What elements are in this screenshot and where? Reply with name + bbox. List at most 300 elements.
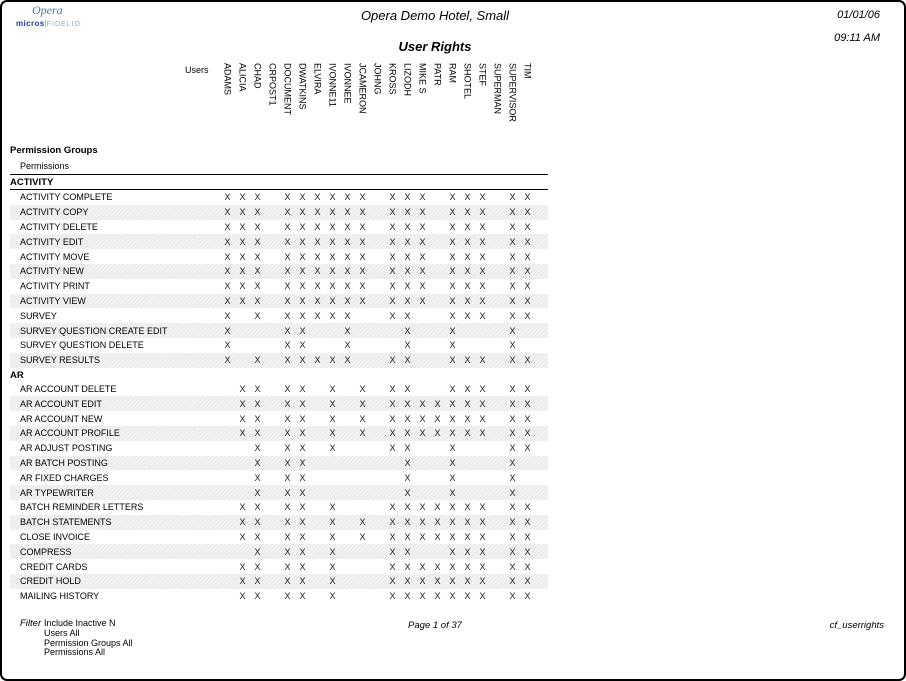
mark-cell: X [299, 428, 306, 439]
mark-cell: X [389, 310, 396, 321]
permissions-label: Permissions [20, 161, 70, 171]
mark-cell: X [509, 207, 516, 218]
permission-row [10, 485, 548, 500]
mark-cell: X [224, 281, 231, 292]
mark-cell: X [479, 576, 486, 587]
mark-cell: X [434, 531, 441, 542]
mark-cell: X [434, 502, 441, 513]
mark-cell: X [344, 207, 351, 218]
mark-cell: X [419, 428, 426, 439]
mark-cell: X [524, 413, 531, 424]
mark-cell: X [479, 502, 486, 513]
mark-cell: X [419, 207, 426, 218]
mark-cell: X [449, 310, 456, 321]
mark-cell: X [299, 355, 306, 366]
mark-cell: X [254, 192, 261, 203]
mark-cell: X [284, 266, 291, 277]
mark-cell: X [239, 251, 246, 262]
mark-cell: X [254, 413, 261, 424]
mark-cell: X [404, 266, 411, 277]
permission-row [10, 220, 548, 235]
permission-label: ACTIVITY COPY [20, 207, 89, 218]
mark-cell: X [254, 502, 261, 513]
user-column-headers [220, 63, 535, 143]
mark-cell: X [299, 251, 306, 262]
mark-cell: X [239, 531, 246, 542]
mark-cell: X [299, 502, 306, 513]
mark-cell: X [404, 576, 411, 587]
hotel-title: Opera Demo Hotel, Small [360, 8, 510, 23]
mark-cell: X [239, 576, 246, 587]
mark-cell: X [464, 517, 471, 528]
mark-cell: X [239, 236, 246, 247]
mark-cell: X [449, 207, 456, 218]
mark-cell: X [224, 251, 231, 262]
mark-cell: X [464, 295, 471, 306]
user-name: JCAMERON [357, 63, 368, 114]
mark-cell: X [479, 281, 486, 292]
mark-cell: X [509, 221, 516, 232]
permission-label: SURVEY [20, 310, 57, 321]
mark-cell: X [449, 383, 456, 394]
filter-label: Filter [20, 618, 42, 629]
mark-cell: X [284, 576, 291, 587]
permission-row [10, 411, 548, 426]
mark-cell: X [359, 428, 366, 439]
mark-cell: X [329, 236, 336, 247]
mark-cell: X [254, 310, 261, 321]
mark-cell: X [224, 310, 231, 321]
mark-cell: X [299, 192, 306, 203]
mark-cell: X [449, 413, 456, 424]
permission-row [10, 279, 548, 294]
user-name: IVONNEE [342, 63, 353, 104]
mark-cell: X [479, 561, 486, 572]
mark-cell: X [434, 561, 441, 572]
mark-cell: X [509, 531, 516, 542]
mark-cell: X [224, 295, 231, 306]
mark-cell: X [284, 383, 291, 394]
mark-cell: X [524, 561, 531, 572]
filter-line: Permissions All [44, 647, 106, 658]
mark-cell: X [359, 221, 366, 232]
mark-cell: X [254, 591, 261, 602]
mark-cell: X [389, 561, 396, 572]
mark-cell: X [419, 266, 426, 277]
mark-cell: X [509, 487, 516, 498]
mark-cell: X [524, 355, 531, 366]
mark-cell: X [359, 398, 366, 409]
mark-cell: X [449, 443, 456, 454]
mark-cell: X [479, 383, 486, 394]
mark-cell: X [464, 398, 471, 409]
mark-cell: X [464, 266, 471, 277]
mark-cell: X [404, 428, 411, 439]
mark-cell: X [449, 251, 456, 262]
mark-cell: X [284, 487, 291, 498]
mark-cell: X [314, 281, 321, 292]
mark-cell: X [299, 398, 306, 409]
mark-cell: X [299, 295, 306, 306]
mark-cell: X [284, 413, 291, 424]
mark-cell: X [434, 576, 441, 587]
mark-cell: X [389, 517, 396, 528]
user-name: LIZODH [402, 63, 413, 97]
mark-cell: X [419, 192, 426, 203]
mark-cell: X [254, 236, 261, 247]
permission-row [10, 530, 548, 545]
mark-cell: X [404, 310, 411, 321]
mark-cell: X [449, 546, 456, 557]
mark-cell: X [419, 561, 426, 572]
mark-cell: X [344, 266, 351, 277]
permission-label: ACTIVITY VIEW [20, 295, 86, 306]
mark-cell: X [284, 325, 291, 336]
mark-cell: X [299, 413, 306, 424]
mark-cell: X [509, 383, 516, 394]
mark-cell: X [524, 591, 531, 602]
mark-cell: X [254, 207, 261, 218]
mark-cell: X [419, 236, 426, 247]
mark-cell: X [449, 487, 456, 498]
mark-cell: X [239, 413, 246, 424]
mark-cell: X [449, 517, 456, 528]
permission-label: SURVEY QUESTION DELETE [20, 340, 144, 351]
mark-cell: X [464, 236, 471, 247]
permission-label: BATCH STATEMENTS [20, 517, 112, 528]
permission-row [10, 323, 548, 338]
mark-cell: X [449, 457, 456, 468]
user-column-header [340, 63, 355, 143]
mark-cell: X [479, 266, 486, 277]
mark-cell: X [464, 310, 471, 321]
mark-cell: X [344, 310, 351, 321]
mark-cell: X [344, 221, 351, 232]
mark-cell: X [284, 472, 291, 483]
mark-cell: X [359, 266, 366, 277]
mark-cell: X [509, 310, 516, 321]
mark-cell: X [329, 413, 336, 424]
mark-cell: X [464, 428, 471, 439]
mark-cell: X [239, 398, 246, 409]
user-column-header [475, 63, 490, 143]
mark-cell: X [389, 443, 396, 454]
mark-cell: X [419, 517, 426, 528]
user-name: DWATKINS [297, 63, 308, 110]
mark-cell: X [464, 383, 471, 394]
mark-cell: X [524, 517, 531, 528]
mark-cell: X [314, 355, 321, 366]
permission-label: ACTIVITY PRINT [20, 281, 90, 292]
mark-cell: X [299, 310, 306, 321]
user-column-header [430, 63, 445, 143]
mark-cell: X [224, 340, 231, 351]
user-name: KROSS [387, 63, 398, 95]
permission-row [10, 500, 548, 515]
mark-cell: X [419, 398, 426, 409]
mark-cell: X [524, 281, 531, 292]
permission-row [10, 515, 548, 530]
mark-cell: X [464, 591, 471, 602]
mark-cell: X [299, 487, 306, 498]
permission-label: AR BATCH POSTING [20, 457, 108, 468]
mark-cell: X [419, 295, 426, 306]
mark-cell: X [224, 207, 231, 218]
mark-cell: X [464, 192, 471, 203]
permission-row [10, 294, 548, 309]
mark-cell: X [254, 398, 261, 409]
report-date: 01/01/06 [837, 9, 880, 21]
mark-cell: X [284, 502, 291, 513]
mark-cell: X [314, 221, 321, 232]
permission-row [10, 353, 548, 368]
mark-cell: X [344, 355, 351, 366]
mark-cell: X [389, 355, 396, 366]
mark-cell: X [254, 546, 261, 557]
mark-cell: X [509, 428, 516, 439]
mark-cell: X [299, 472, 306, 483]
user-name: STEF [477, 63, 488, 87]
user-column-header [370, 63, 385, 143]
mark-cell: X [509, 266, 516, 277]
mark-cell: X [359, 517, 366, 528]
mark-cell: X [434, 591, 441, 602]
mark-cell: X [329, 355, 336, 366]
mark-cell: X [299, 236, 306, 247]
mark-cell: X [254, 517, 261, 528]
mark-cell: X [479, 517, 486, 528]
mark-cell: X [299, 591, 306, 602]
user-name: ADAMS [222, 63, 233, 96]
permission-label: AR ACCOUNT NEW [20, 413, 103, 424]
mark-cell: X [299, 517, 306, 528]
mark-cell: X [449, 340, 456, 351]
mark-cell: X [224, 266, 231, 277]
mark-cell: X [329, 531, 336, 542]
user-column-header [235, 63, 250, 143]
mark-cell: X [524, 398, 531, 409]
mark-cell: X [434, 517, 441, 528]
mark-cell: X [404, 325, 411, 336]
mark-cell: X [299, 576, 306, 587]
mark-cell: X [239, 207, 246, 218]
mark-cell: X [404, 340, 411, 351]
mark-cell: X [284, 457, 291, 468]
user-name: SHOTEL [462, 63, 473, 100]
permission-label: AR FIXED CHARGES [20, 472, 109, 483]
mark-cell: X [224, 221, 231, 232]
mark-cell: X [239, 383, 246, 394]
mark-cell: X [509, 472, 516, 483]
mark-cell: X [359, 413, 366, 424]
mark-cell: X [524, 251, 531, 262]
permission-row [10, 249, 548, 264]
mark-cell: X [509, 517, 516, 528]
permission-row [10, 308, 548, 323]
mark-cell: X [284, 546, 291, 557]
mark-cell: X [299, 281, 306, 292]
mark-cell: X [314, 251, 321, 262]
user-column-header [415, 63, 430, 143]
mark-cell: X [479, 251, 486, 262]
mark-cell: X [299, 221, 306, 232]
mark-cell: X [434, 413, 441, 424]
mark-cell: X [329, 221, 336, 232]
mark-cell: X [464, 355, 471, 366]
user-column-header [445, 63, 460, 143]
mark-cell: X [419, 576, 426, 587]
mark-cell: X [479, 192, 486, 203]
mark-cell: X [434, 428, 441, 439]
mark-cell: X [314, 207, 321, 218]
permission-groups-label: Permission Groups [10, 145, 98, 156]
permission-label: ACTIVITY EDIT [20, 236, 84, 247]
user-column-header [505, 63, 520, 143]
mark-cell: X [329, 502, 336, 513]
mark-cell: X [404, 281, 411, 292]
mark-cell: X [254, 221, 261, 232]
user-column-header [490, 63, 505, 143]
permission-label: CREDIT CARDS [20, 561, 88, 572]
user-name: PATR [432, 63, 443, 86]
mark-cell: X [284, 428, 291, 439]
mark-cell: X [524, 546, 531, 557]
mark-cell: X [284, 398, 291, 409]
mark-cell: X [404, 221, 411, 232]
user-column-header [400, 63, 415, 143]
mark-cell: X [254, 561, 261, 572]
mark-cell: X [524, 428, 531, 439]
mark-cell: X [314, 192, 321, 203]
mark-cell: X [509, 561, 516, 572]
mark-cell: X [404, 355, 411, 366]
mark-cell: X [479, 413, 486, 424]
permission-label: ACTIVITY COMPLETE [20, 192, 113, 203]
mark-cell: X [254, 576, 261, 587]
mark-cell: X [389, 207, 396, 218]
mark-cell: X [464, 251, 471, 262]
mark-cell: X [389, 192, 396, 203]
mark-cell: X [404, 502, 411, 513]
user-name: CRPOST1 [267, 63, 278, 106]
mark-cell: X [419, 281, 426, 292]
user-name: CHAD [252, 63, 263, 89]
mark-cell: X [509, 192, 516, 203]
mark-cell: X [404, 413, 411, 424]
mark-cell: X [329, 207, 336, 218]
mark-cell: X [419, 251, 426, 262]
mark-cell: X [284, 310, 291, 321]
mark-cell: X [314, 295, 321, 306]
mark-cell: X [419, 591, 426, 602]
users-label: Users [185, 65, 209, 75]
mark-cell: X [479, 398, 486, 409]
mark-cell: X [254, 487, 261, 498]
mark-cell: X [449, 502, 456, 513]
user-column-header [250, 63, 265, 143]
mark-cell: X [464, 221, 471, 232]
mark-cell: X [284, 295, 291, 306]
mark-cell: X [389, 531, 396, 542]
mark-cell: X [239, 517, 246, 528]
mark-cell: X [254, 428, 261, 439]
opera-logo-text: Opera [32, 3, 63, 17]
mark-cell: X [509, 355, 516, 366]
user-name: JOHNG [372, 63, 383, 95]
mark-cell: X [359, 295, 366, 306]
mark-cell: X [329, 251, 336, 262]
mark-cell: X [299, 443, 306, 454]
user-column-header [385, 63, 400, 143]
mark-cell: X [329, 383, 336, 394]
mark-cell: X [449, 221, 456, 232]
mark-cell: X [359, 531, 366, 542]
mark-cell: X [389, 221, 396, 232]
mark-cell: X [419, 502, 426, 513]
mark-cell: X [344, 340, 351, 351]
mark-cell: X [329, 517, 336, 528]
mark-cell: X [524, 443, 531, 454]
mark-cell: X [344, 325, 351, 336]
user-name: IVONNE11 [327, 63, 338, 107]
mark-cell: X [479, 207, 486, 218]
mark-cell: X [389, 383, 396, 394]
mark-cell: X [464, 561, 471, 572]
mark-cell: X [389, 236, 396, 247]
mark-cell: X [479, 355, 486, 366]
mark-cell: X [449, 325, 456, 336]
mark-cell: X [254, 472, 261, 483]
mark-cell: X [284, 355, 291, 366]
report-time: 09:11 AM [834, 32, 880, 44]
mark-cell: X [449, 561, 456, 572]
mark-cell: X [389, 281, 396, 292]
user-column-header [520, 63, 535, 143]
mark-cell: X [509, 295, 516, 306]
mark-cell: X [284, 251, 291, 262]
mark-cell: X [524, 502, 531, 513]
group-header-ar: AR [10, 369, 24, 381]
mark-cell: X [479, 428, 486, 439]
mark-cell: X [449, 472, 456, 483]
mark-cell: X [389, 266, 396, 277]
mark-cell: X [254, 266, 261, 277]
mark-cell: X [329, 266, 336, 277]
mark-cell: X [404, 251, 411, 262]
fidelio-logo-text: FIDELIO [46, 21, 81, 28]
mark-cell: X [404, 443, 411, 454]
mark-cell: X [404, 236, 411, 247]
mark-cell: X [404, 383, 411, 394]
mark-cell: X [314, 310, 321, 321]
mark-cell: X [329, 561, 336, 572]
mark-cell: X [359, 207, 366, 218]
mark-cell: X [359, 251, 366, 262]
mark-cell: X [419, 413, 426, 424]
mark-cell: X [464, 502, 471, 513]
permission-label: COMPRESS [20, 546, 72, 557]
permission-label: MAILING HISTORY [20, 591, 100, 602]
permission-row [10, 559, 548, 574]
permission-row [10, 396, 548, 411]
mark-cell: X [404, 591, 411, 602]
mark-cell: X [509, 591, 516, 602]
mark-cell: X [449, 428, 456, 439]
mark-cell: X [239, 192, 246, 203]
mark-cell: X [524, 192, 531, 203]
mark-cell: X [314, 236, 321, 247]
mark-cell: X [224, 355, 231, 366]
